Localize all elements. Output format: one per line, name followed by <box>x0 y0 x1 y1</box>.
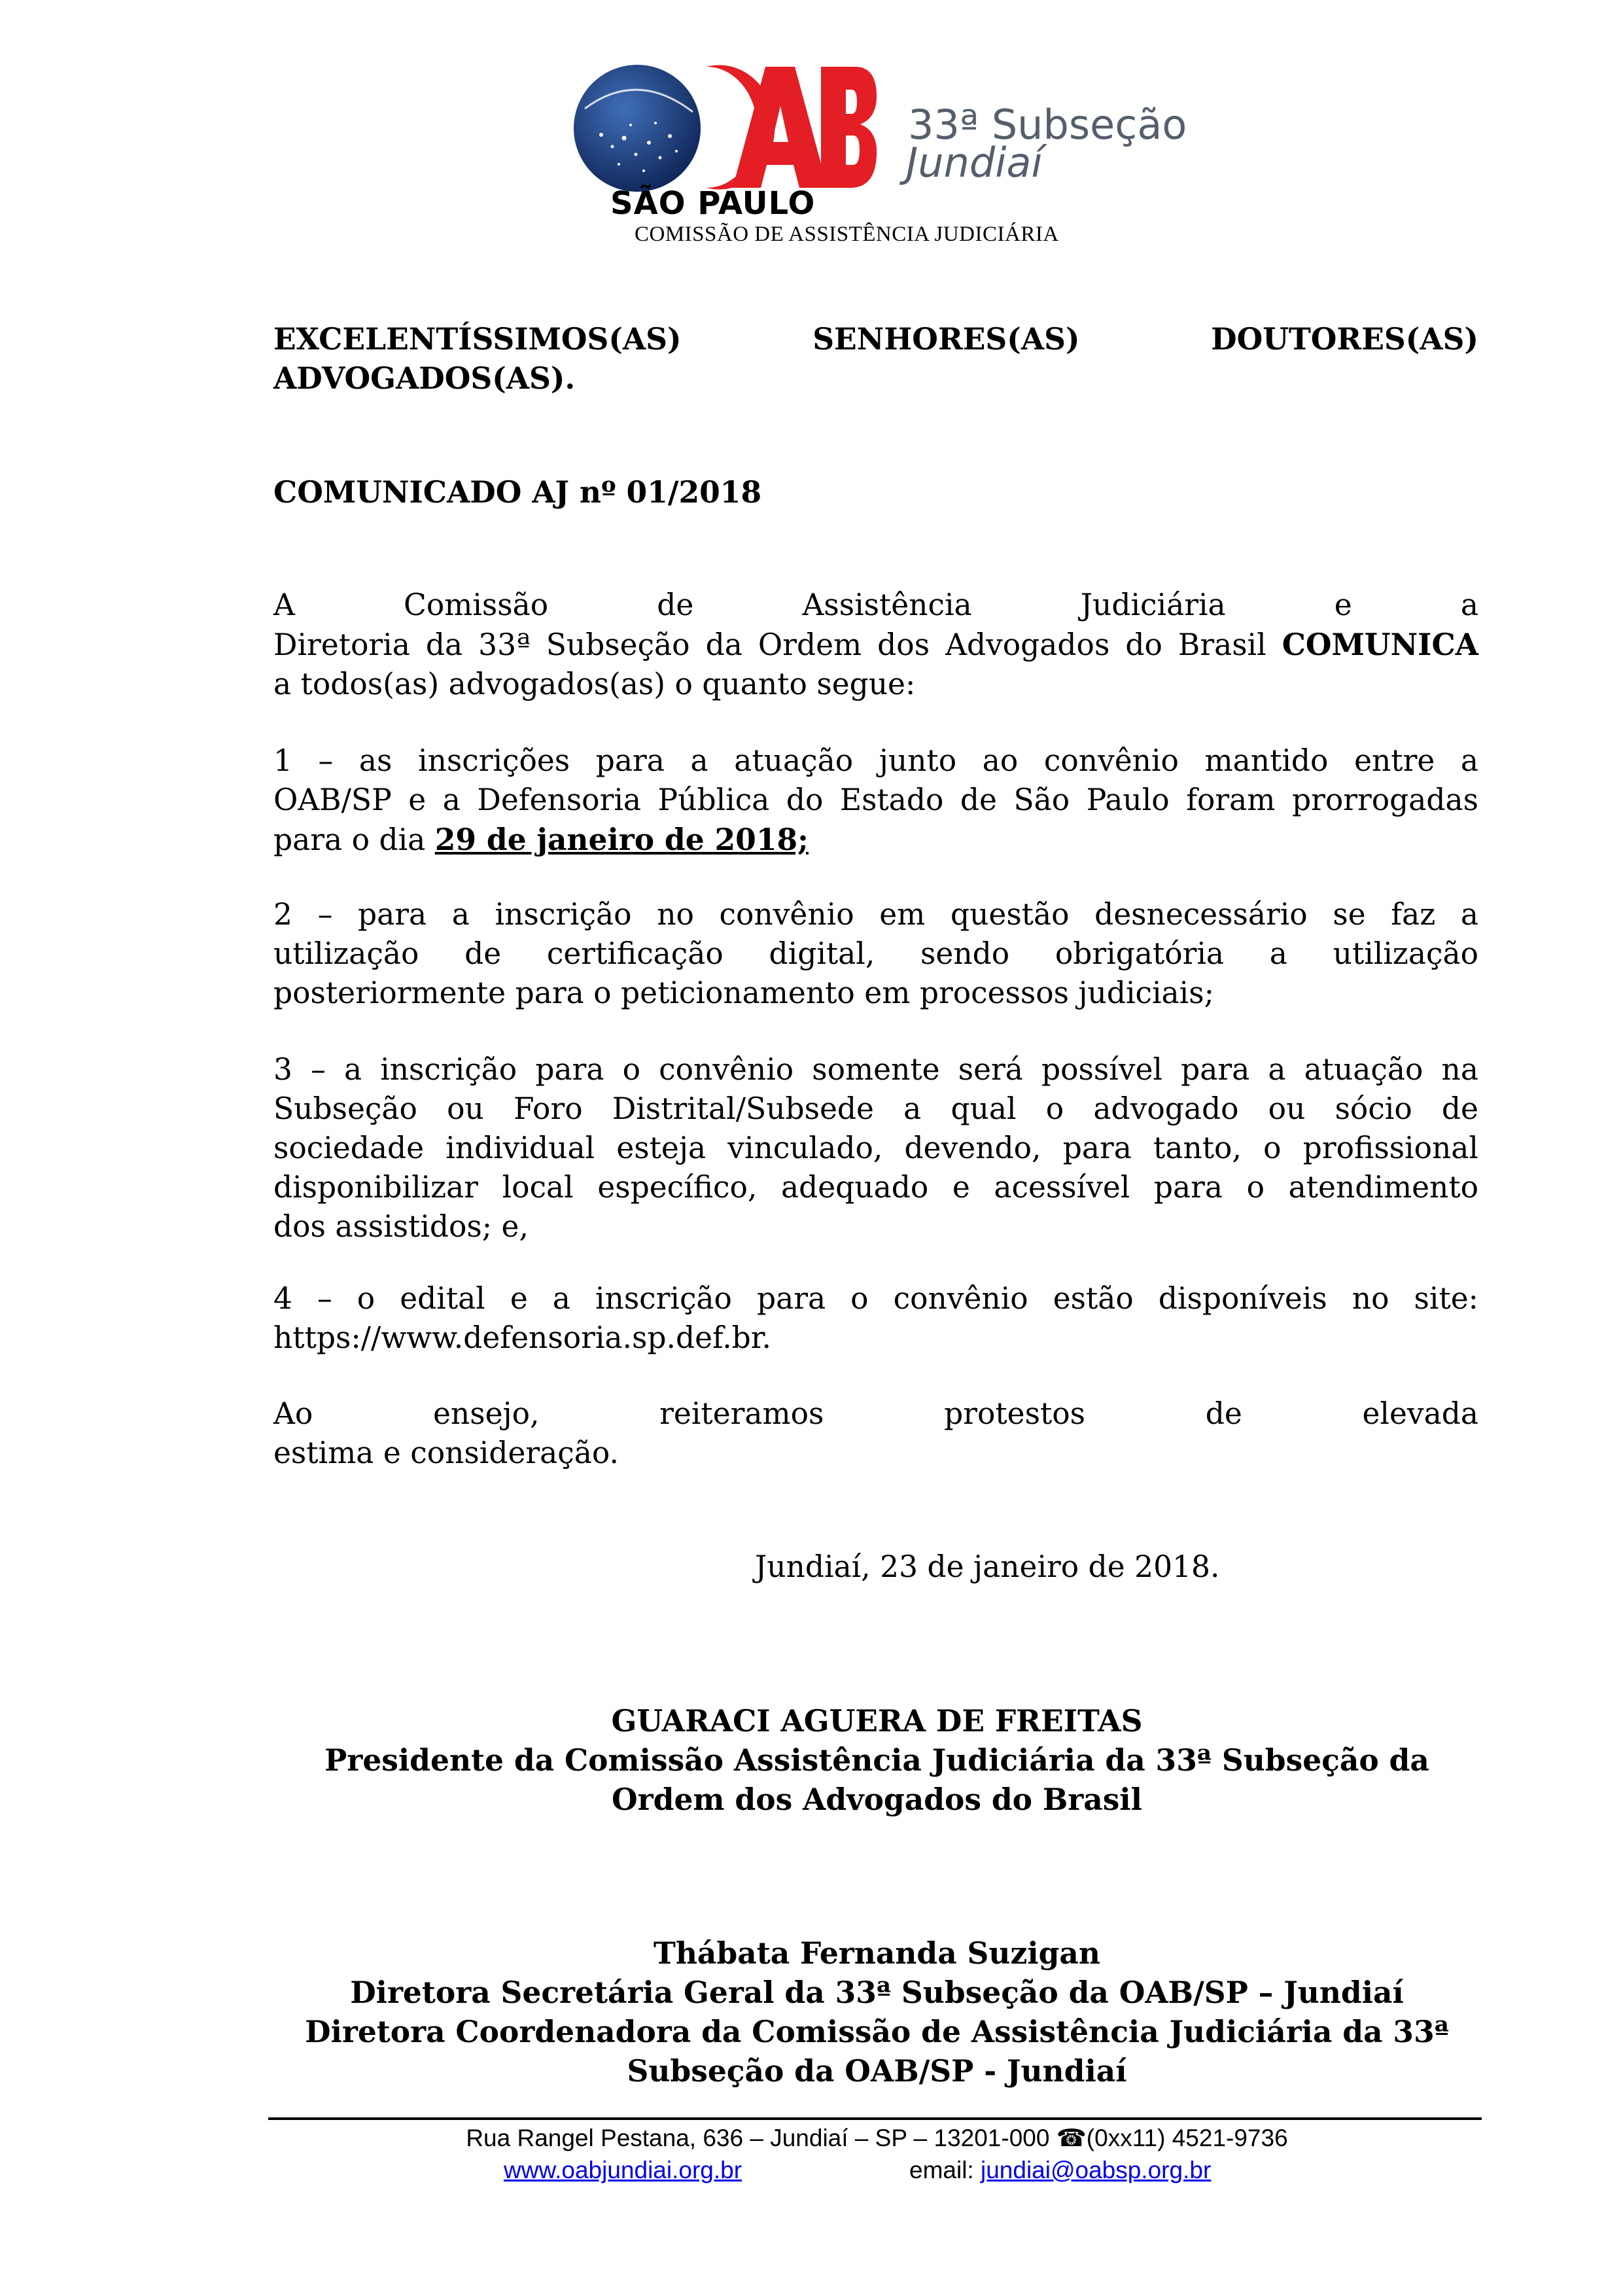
oab-letters-logo <box>661 60 877 194</box>
item-1-line-3-text: para o dia <box>273 822 435 857</box>
closing-paragraph <box>273 1394 1478 1473</box>
signer-2-name: Thábata Fernanda Suzigan <box>653 1935 1100 1971</box>
item-3-line-2: Subseção ou Foro Distrital/Subsede a qual o advogado ou sócio de <box>273 1091 1478 1126</box>
item-3-line-1: 3 – a inscrição para o convênio somente será possível para a atuação na <box>273 1052 1478 1087</box>
email-label: email: <box>909 2157 981 2183</box>
item-4-line-2: https://www.defensoria.sp.def.br. <box>273 1320 772 1355</box>
item-2 <box>273 895 1478 1013</box>
addressee <box>273 319 1478 398</box>
intro-line-2-text: Diretoria da 33ª Subseção da Ordem dos Advogados do Brasil <box>273 627 1282 662</box>
date-line: Jundiaí, 23 de janeiro de 2018. <box>755 1549 1220 1584</box>
item-1-line-1: 1 – as inscrições para a atuação junto ao convênio mantido entre a <box>273 743 1478 778</box>
intro-paragraph <box>273 586 1478 704</box>
subsecao-city: Jundiaí <box>906 139 1043 186</box>
signer-1-title-1: Presidente da Comissão Assistência Judiciária da 33ª Subseção da <box>324 1742 1429 1778</box>
addressee-word-2: SENHORES(AS) <box>812 321 1080 357</box>
intro-line-3: a todos(as) advogados(as) o quanto segue: <box>273 667 916 701</box>
item-2-line-3: posteriormente para o peticionamento em processos judiciais; <box>273 976 1214 1010</box>
footer-address: Rua Rangel Pestana, 636 – Jundiaí – SP – 13201-000 ☎(0xx11) 4521-9736 <box>466 2125 1288 2151</box>
deadline-date: 29 de janeiro de 2018; <box>434 822 809 857</box>
item-4 <box>273 1279 1478 1358</box>
item-3-line-3: sociedade individual esteja vinculado, devendo, para tanto, o profissional <box>273 1131 1478 1165</box>
email-link[interactable]: jundiai@oabsp.org.br <box>980 2157 1212 2183</box>
comunicado-title: COMUNICADO AJ nº 01/2018 <box>273 474 762 510</box>
footer-divider <box>268 2117 1482 2120</box>
signer-1-title-2: Ordem dos Advogados do Brasil <box>612 1782 1142 1817</box>
addressee-word-3: DOUTORES(AS) <box>1211 321 1478 357</box>
item-3 <box>273 1050 1478 1246</box>
intro-line-2 <box>273 625 1478 665</box>
item-1-line-3 <box>273 820 1478 860</box>
signer-2-title-2: Diretora Coordenadora da Comissão de Assistência Judiciária da 33ª <box>305 2014 1449 2049</box>
website-link[interactable]: www.oabjundiai.org.br <box>504 2157 742 2183</box>
intro-line-1: A Comissão de Assistência Judiciária e a <box>273 588 1478 622</box>
signature-block-2 <box>196 1934 1558 2091</box>
signature-block-1 <box>196 1701 1558 1819</box>
subsecao-title: 33ª Subseção <box>908 101 1187 149</box>
intro-comunica: COMUNICA <box>1282 627 1478 662</box>
signer-2-title-1: Diretora Secretária Geral da 33ª Subseção da OAB/SP – Jundiaí <box>350 1975 1404 2010</box>
closing-line-2: estima e consideração. <box>273 1436 619 1470</box>
closing-line-1: Ao ensejo, reiteramos protestos de elevada <box>273 1396 1478 1431</box>
comissao-header: COMISSÃO DE ASSISTÊNCIA JUDICIÁRIA <box>635 222 1059 246</box>
email-block <box>909 2157 1211 2184</box>
addressee-line-2: ADVOGADOS(AS). <box>273 361 576 396</box>
signer-2-title-3: Subseção da OAB/SP - Jundiaí <box>627 2053 1127 2089</box>
item-4-line-1: 4 – o edital e a inscrição para o convênio estão disponíveis no site: <box>273 1281 1478 1316</box>
logo-state-text: SÃO PAULO <box>610 185 816 222</box>
item-2-line-1: 2 – para a inscrição no convênio em questão desnecessário se faz a <box>273 897 1478 932</box>
item-2-line-2: utilização de certificação digital, sendo obrigatória a utilização <box>273 936 1478 971</box>
addressee-word-1: EXCELENTÍSSIMOS(AS) <box>273 321 682 357</box>
item-1-line-2: OAB/SP e a Defensoria Pública do Estado de São Paulo foram prorrogadas <box>273 783 1478 817</box>
item-3-line-4: disponibilizar local específico, adequado e acessível para o atendimento <box>273 1170 1478 1205</box>
signer-1-name: GUARACI AGUERA DE FREITAS <box>611 1703 1143 1739</box>
item-1 <box>273 741 1478 860</box>
item-3-line-5: dos assistidos; e, <box>273 1209 529 1244</box>
